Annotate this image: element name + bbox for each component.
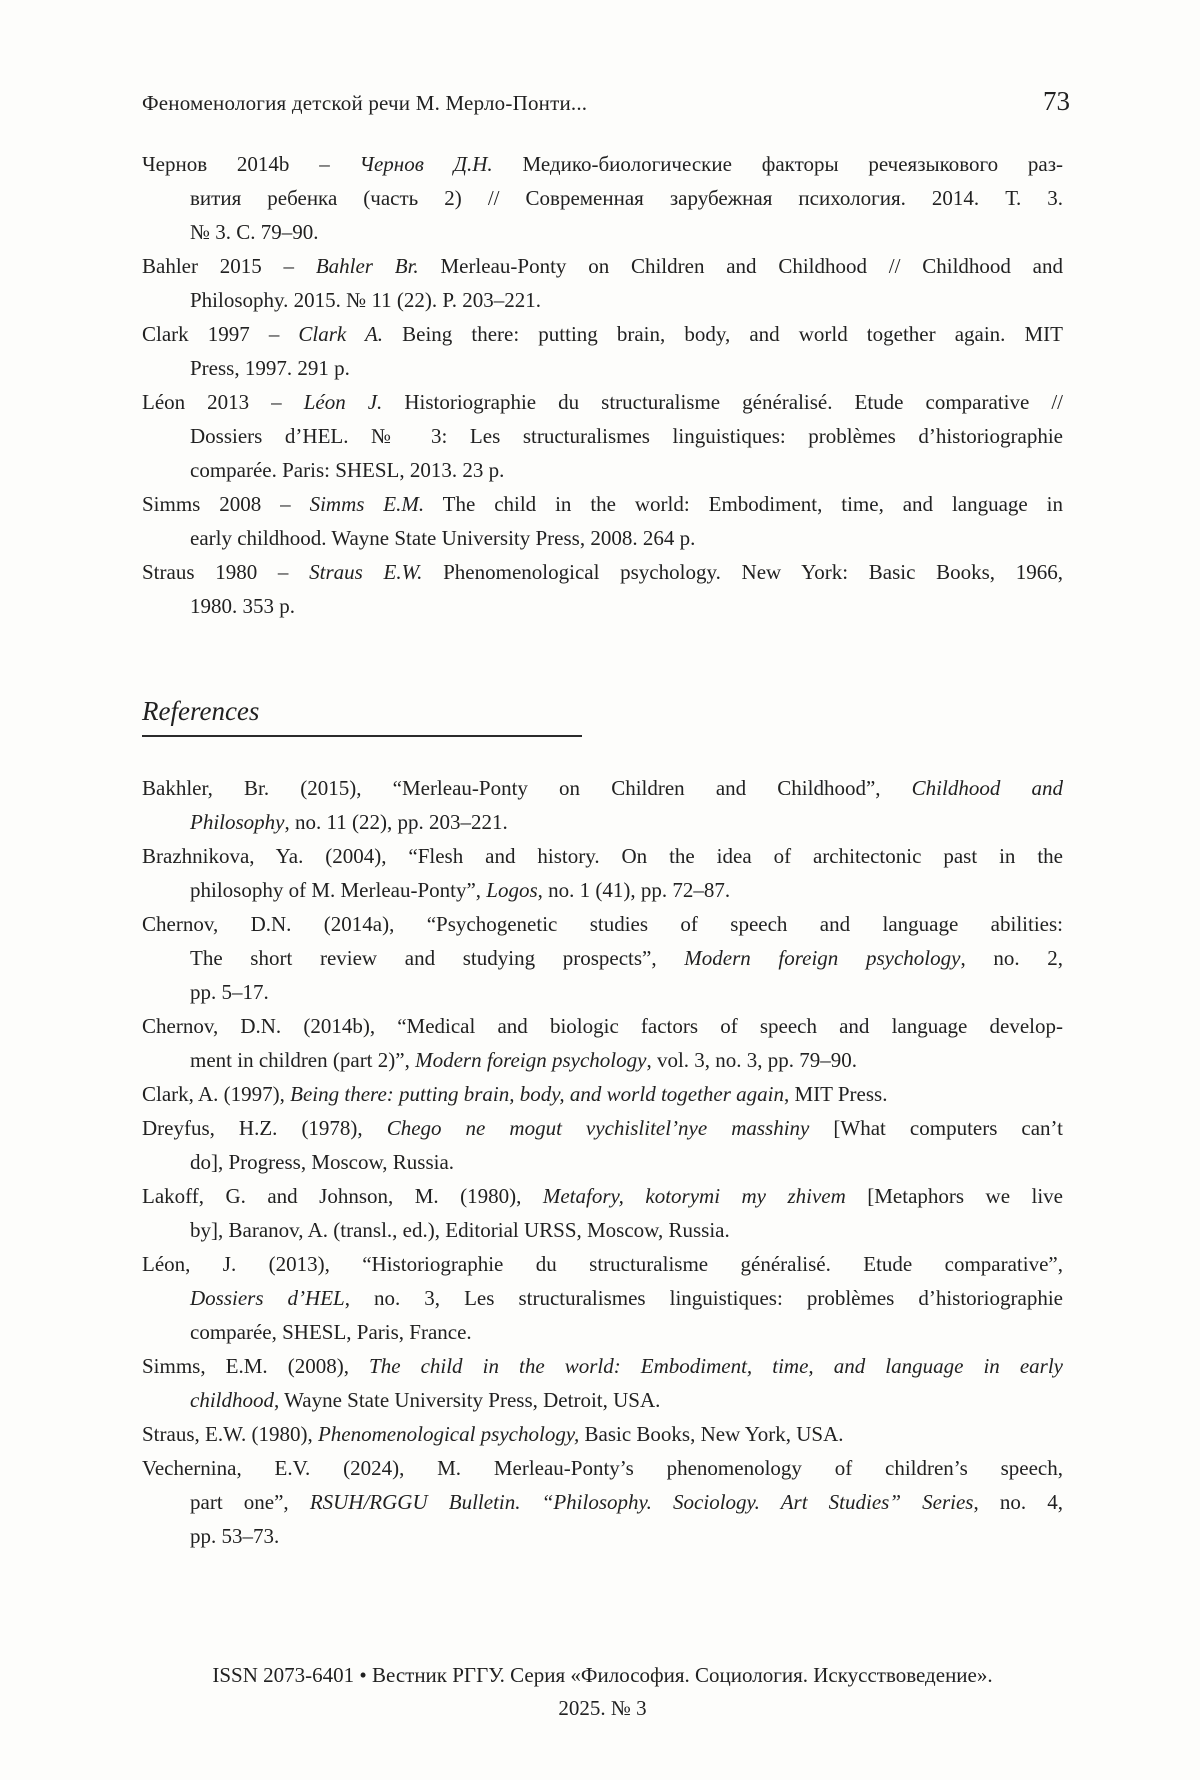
reference-entry: [142, 555, 1063, 623]
reference-line: [142, 351, 1063, 385]
reference-line: [142, 805, 1063, 839]
text-segment: , MIT Press.: [784, 1082, 888, 1106]
text-segment: Bakhler, Br. (2015), “Merleau-Ponty on Children and Childhood”,: [142, 776, 912, 800]
reference-entry: [142, 1111, 1063, 1179]
references-heading-underline: [142, 735, 582, 737]
reference-entry: [142, 839, 1063, 907]
references-heading-block: [142, 694, 582, 737]
reference-entry: [142, 771, 1063, 839]
reference-line: [142, 487, 1063, 521]
text-segment: comparée. Paris: SHESL, 2013. 23 p.: [190, 458, 505, 482]
text-segment: Straus, E.W. (1980),: [142, 1422, 318, 1446]
text-segment-italic: Modern foreign psychology: [415, 1048, 647, 1072]
reference-line: [142, 419, 1063, 453]
text-segment: Chernov, D.N. (2014b), “Medical and biologic factors of speech and language develop-: [142, 1014, 1063, 1038]
text-segment: Merleau-Ponty on Children and Childhood // Childhood and: [418, 254, 1064, 278]
text-segment: Phenomenological psychology. New York: Basic Books, 1966,: [422, 560, 1063, 584]
reference-line: [142, 249, 1063, 283]
reference-line: [142, 1179, 1063, 1213]
text-segment-italic: RSUH/RGGU Bulletin. “Philosophy. Sociology. Art Studies” Series: [309, 1490, 974, 1514]
text-segment: Clark 1997 –: [142, 322, 299, 346]
text-segment-italic: Being there: putting brain, body, and world together again: [290, 1082, 785, 1106]
text-segment-italic: Phenomenological psychology,: [317, 1422, 580, 1446]
reference-line: [142, 1009, 1063, 1043]
reference-line: [142, 1043, 1063, 1077]
reference-entry: [142, 907, 1063, 1009]
text-segment: early childhood. Wayne State University Press, 2008. 264 p.: [190, 526, 696, 550]
text-segment: by], Baranov, A. (transl., ed.), Editorial URSS, Moscow, Russia.: [190, 1218, 730, 1242]
text-segment: , no. 3, Les structuralismes linguistiques: problèmes d’historiographie: [344, 1286, 1063, 1310]
reference-line: [142, 317, 1063, 351]
references-heading: References: [142, 696, 260, 726]
reference-entry: [142, 385, 1063, 487]
footer-issn-line: ISSN 2073-6401 • Вестник РГГУ. Серия «Философия. Социология. Искусствоведение».: [212, 1663, 993, 1687]
text-segment: Simms, E.M. (2008),: [142, 1354, 370, 1378]
text-segment: Léon 2013 –: [142, 390, 304, 414]
text-segment-italic: Simms E.M.: [309, 492, 425, 516]
reference-line: [142, 1145, 1063, 1179]
reference-line: [142, 941, 1063, 975]
text-segment: вития ребенка (часть 2) // Современная зарубежная психология. 2014. Т. 3.: [190, 186, 1063, 210]
reference-entry: [142, 1179, 1063, 1247]
text-segment: pp. 5–17.: [190, 980, 269, 1004]
text-segment-italic: childhood: [190, 1388, 274, 1412]
reference-entry: [142, 1349, 1063, 1417]
reference-entry: [142, 1451, 1063, 1553]
reference-entry: [142, 1009, 1063, 1077]
references-english-list: [142, 771, 1063, 1553]
text-segment: The child in the world: Embodiment, time, and language in: [424, 492, 1063, 516]
reference-line: [142, 521, 1063, 555]
text-segment-italic: Logos: [486, 878, 538, 902]
reference-line: [142, 839, 1063, 873]
text-segment: Медико-биологические факторы речеязыкового раз-: [492, 152, 1064, 176]
footer-issue-line: 2025. № 3: [558, 1696, 647, 1720]
text-segment: Philosophy. 2015. № 11 (22). P. 203–221.: [190, 288, 542, 312]
text-segment: Clark, A. (1997),: [142, 1082, 291, 1106]
text-segment-italic: Philosophy: [190, 810, 285, 834]
reference-line: [142, 1485, 1063, 1519]
text-segment: [What computers can’t: [809, 1116, 1064, 1140]
text-segment-italic: Metafory, kotorymi my zhivem: [542, 1184, 846, 1208]
reference-line: [142, 873, 1063, 907]
text-segment: , vol. 3, no. 3, pp. 79–90.: [646, 1048, 858, 1072]
text-segment: [Metaphors we live: [845, 1184, 1063, 1208]
text-segment-italic: Léon J.: [303, 390, 383, 414]
reference-line: [142, 1247, 1063, 1281]
text-segment: 1980. 353 p.: [190, 594, 295, 618]
text-segment: Чернов 2014b –: [142, 152, 360, 176]
reference-line: [142, 589, 1063, 623]
text-segment: Dreyfus, H.Z. (1978),: [142, 1116, 387, 1140]
reference-line: [142, 1451, 1063, 1485]
text-segment-italic: The child in the world: Embodiment, time, and language in early: [369, 1354, 1063, 1378]
text-segment: , no. 4,: [973, 1490, 1063, 1514]
reference-line: [142, 975, 1063, 1009]
page-number: 73: [1043, 86, 1070, 116]
text-segment-italic: Modern foreign psychology: [684, 946, 961, 970]
text-segment: № 3. С. 79–90.: [190, 220, 319, 244]
text-segment: , no. 2,: [960, 946, 1063, 970]
text-segment-italic: Bahler Br.: [315, 254, 419, 278]
text-segment-italic: Clark A.: [298, 322, 384, 346]
reference-line: [142, 1077, 1063, 1111]
reference-line: [142, 1519, 1063, 1553]
reference-entry: [142, 1417, 1063, 1451]
reference-line: [142, 181, 1063, 215]
page-header: [142, 86, 1070, 118]
text-segment: Dossiers d’HEL. № 3: Les structuralismes linguistiques: problèmes d’historiographie: [190, 424, 1063, 448]
text-segment: Léon, J. (2013), “Historiographie du structuralisme généralisé. Etude comparative”,: [142, 1252, 1063, 1276]
reference-entry: [142, 1247, 1063, 1349]
reference-line: [142, 385, 1063, 419]
text-segment: Press, 1997. 291 p.: [190, 356, 350, 380]
text-segment: Bahler 2015 –: [142, 254, 316, 278]
text-segment: Historiographie du structuralisme généralisé. Etude comparative //: [382, 390, 1063, 414]
reference-line: [142, 555, 1063, 589]
reference-line: [142, 1111, 1063, 1145]
text-segment-italic: Dossiers d’HEL: [190, 1286, 345, 1310]
reference-line: [142, 1213, 1063, 1247]
running-head: Феноменология детской речи М. Мерло-Понти...: [142, 91, 588, 115]
reference-entry: [142, 317, 1063, 385]
text-segment: comparée, SHESL, Paris, France.: [190, 1320, 472, 1344]
text-segment: The short review and studying prospects”,: [190, 946, 685, 970]
text-segment: Brazhnikova, Ya. (2004), “Flesh and history. On the idea of architectonic past in the: [142, 844, 1063, 868]
reference-entry: [142, 249, 1063, 317]
text-segment: Basic Books, New York, USA.: [579, 1422, 844, 1446]
text-segment: Chernov, D.N. (2014a), “Psychogenetic studies of speech and language abilities:: [142, 912, 1063, 936]
text-segment: Vechernina, E.V. (2024), M. Merleau-Ponty’s phenomenology of children’s speech,: [142, 1456, 1063, 1480]
text-segment: pp. 53–73.: [190, 1524, 280, 1548]
text-segment: Straus 1980 –: [142, 560, 310, 584]
text-segment: philosophy of M. Merleau-Ponty”,: [190, 878, 487, 902]
reference-line: [142, 907, 1063, 941]
text-segment-italic: Chego ne mogut vychislitel’nye masshiny: [386, 1116, 810, 1140]
text-segment: Lakoff, G. and Johnson, M. (1980),: [142, 1184, 543, 1208]
reference-entry: [142, 487, 1063, 555]
reference-entry: [142, 1077, 1063, 1111]
text-segment: ment in children (part 2)”,: [190, 1048, 416, 1072]
reference-line: [142, 283, 1063, 317]
text-segment: part one”,: [190, 1490, 310, 1514]
text-segment: , Wayne State University Press, Detroit, USA.: [274, 1388, 661, 1412]
text-segment-italic: Straus E.W.: [309, 560, 423, 584]
reference-line: [142, 453, 1063, 487]
reference-line: [142, 1417, 1063, 1451]
text-segment: do], Progress, Moscow, Russia.: [190, 1150, 455, 1174]
reference-line: [142, 1383, 1063, 1417]
reference-line: [142, 147, 1063, 181]
reference-line: [142, 1281, 1063, 1315]
text-segment: , no. 1 (41), pp. 72–87.: [537, 878, 731, 902]
text-segment-italic: Childhood and: [911, 776, 1063, 800]
reference-line: [142, 1315, 1063, 1349]
page-footer: [142, 1659, 1063, 1725]
reference-line: [142, 771, 1063, 805]
reference-line: [142, 215, 1063, 249]
text-segment: , no. 11 (22), pp. 203–221.: [284, 810, 508, 834]
text-segment: Being there: putting brain, body, and world together again. MIT: [383, 322, 1063, 346]
text-segment-italic: Чернов Д.Н.: [359, 152, 493, 176]
reference-line: [142, 1349, 1063, 1383]
text-segment: Simms 2008 –: [142, 492, 310, 516]
reference-entry: [142, 147, 1063, 249]
bibliography-russian-list: [142, 147, 1063, 623]
